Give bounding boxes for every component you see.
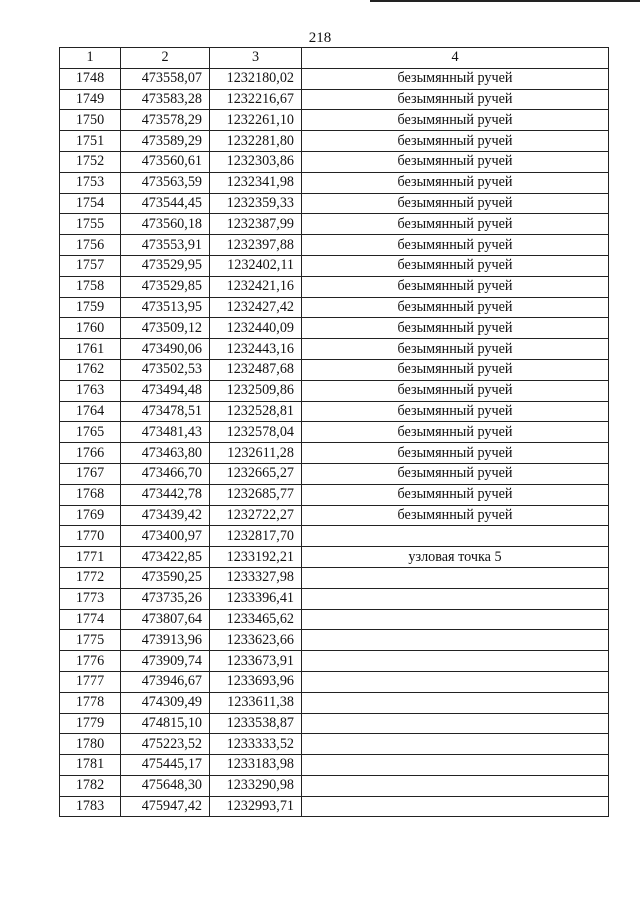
x-coordinate-cell: 473807,64 (121, 609, 210, 630)
y-coordinate-cell: 1233623,66 (210, 630, 302, 651)
y-coordinate-cell: 1233290,98 (210, 775, 302, 796)
y-coordinate-cell: 1233183,98 (210, 755, 302, 776)
table-row (60, 526, 609, 547)
point-number-cell: 1754 (60, 193, 121, 214)
point-number-cell: 1762 (60, 359, 121, 380)
point-number-cell: 1749 (60, 89, 121, 110)
y-coordinate-cell: 1233465,62 (210, 609, 302, 630)
point-number-cell: 1772 (60, 567, 121, 588)
table-row (60, 151, 609, 172)
table-row (60, 692, 609, 713)
table-row (60, 484, 609, 505)
description-cell: безымянный ручей (302, 110, 609, 131)
x-coordinate-cell: 473466,70 (121, 463, 210, 484)
description-cell (302, 526, 609, 547)
x-coordinate-cell: 473494,48 (121, 380, 210, 401)
table-row (60, 193, 609, 214)
x-coordinate-cell: 473481,43 (121, 422, 210, 443)
x-coordinate-cell: 475947,42 (121, 796, 210, 817)
description-cell (302, 651, 609, 672)
coordinates-table (59, 47, 609, 817)
x-coordinate-cell: 473509,12 (121, 318, 210, 339)
description-cell (302, 630, 609, 651)
y-coordinate-cell: 1232443,16 (210, 339, 302, 360)
table-row (60, 734, 609, 755)
point-number-cell: 1781 (60, 755, 121, 776)
table-row (60, 255, 609, 276)
x-coordinate-cell: 474815,10 (121, 713, 210, 734)
table-row (60, 713, 609, 734)
y-coordinate-cell: 1232440,09 (210, 318, 302, 339)
x-coordinate-cell: 473735,26 (121, 588, 210, 609)
description-cell: безымянный ручей (302, 89, 609, 110)
description-cell (302, 692, 609, 713)
y-coordinate-cell: 1232578,04 (210, 422, 302, 443)
point-number-cell: 1763 (60, 380, 121, 401)
table-row (60, 443, 609, 464)
x-coordinate-cell: 473529,95 (121, 255, 210, 276)
description-cell: безымянный ручей (302, 339, 609, 360)
y-coordinate-cell: 1232421,16 (210, 276, 302, 297)
description-cell: безымянный ручей (302, 401, 609, 422)
description-cell (302, 567, 609, 588)
table-row (60, 172, 609, 193)
x-coordinate-cell: 473553,91 (121, 235, 210, 256)
table-row (60, 588, 609, 609)
point-number-cell: 1777 (60, 671, 121, 692)
table-row (60, 68, 609, 89)
description-cell: безымянный ручей (302, 172, 609, 193)
x-coordinate-cell: 473529,85 (121, 276, 210, 297)
description-cell: безымянный ручей (302, 359, 609, 380)
y-coordinate-cell: 1232993,71 (210, 796, 302, 817)
point-number-cell: 1768 (60, 484, 121, 505)
x-coordinate-cell: 473442,78 (121, 484, 210, 505)
y-coordinate-cell: 1233333,52 (210, 734, 302, 755)
table-row (60, 755, 609, 776)
point-number-cell: 1756 (60, 235, 121, 256)
table-row (60, 297, 609, 318)
y-coordinate-cell: 1232341,98 (210, 172, 302, 193)
point-number-cell: 1773 (60, 588, 121, 609)
point-number-cell: 1776 (60, 651, 121, 672)
point-number-cell: 1775 (60, 630, 121, 651)
point-number-cell: 1769 (60, 505, 121, 526)
table-row (60, 110, 609, 131)
x-coordinate-cell: 473589,29 (121, 131, 210, 152)
x-coordinate-cell: 475223,52 (121, 734, 210, 755)
y-coordinate-cell: 1233396,41 (210, 588, 302, 609)
x-coordinate-cell: 473400,97 (121, 526, 210, 547)
y-coordinate-cell: 1232402,11 (210, 255, 302, 276)
point-number-cell: 1766 (60, 443, 121, 464)
point-number-cell: 1770 (60, 526, 121, 547)
y-coordinate-cell: 1232261,10 (210, 110, 302, 131)
table-row (60, 235, 609, 256)
x-coordinate-cell: 474309,49 (121, 692, 210, 713)
table-row (60, 339, 609, 360)
description-cell (302, 671, 609, 692)
point-number-cell: 1751 (60, 131, 121, 152)
y-coordinate-cell: 1232303,86 (210, 151, 302, 172)
table-row (60, 89, 609, 110)
description-cell: безымянный ручей (302, 193, 609, 214)
table-row (60, 131, 609, 152)
description-cell (302, 588, 609, 609)
point-number-cell: 1750 (60, 110, 121, 131)
table-row (60, 796, 609, 817)
y-coordinate-cell: 1232387,99 (210, 214, 302, 235)
x-coordinate-cell: 475445,17 (121, 755, 210, 776)
x-coordinate-cell: 473558,07 (121, 68, 210, 89)
point-number-cell: 1778 (60, 692, 121, 713)
description-cell: безымянный ручей (302, 276, 609, 297)
point-number-cell: 1783 (60, 796, 121, 817)
point-number-cell: 1767 (60, 463, 121, 484)
description-cell (302, 734, 609, 755)
table-header-row (60, 48, 609, 69)
y-coordinate-cell: 1232359,33 (210, 193, 302, 214)
column-header-2: 2 (121, 48, 210, 69)
point-number-cell: 1753 (60, 172, 121, 193)
table-row (60, 630, 609, 651)
x-coordinate-cell: 473478,51 (121, 401, 210, 422)
y-coordinate-cell: 1232427,42 (210, 297, 302, 318)
y-coordinate-cell: 1232685,77 (210, 484, 302, 505)
y-coordinate-cell: 1233538,87 (210, 713, 302, 734)
point-number-cell: 1765 (60, 422, 121, 443)
x-coordinate-cell: 473909,74 (121, 651, 210, 672)
table-row (60, 359, 609, 380)
description-cell: безымянный ручей (302, 318, 609, 339)
x-coordinate-cell: 473913,96 (121, 630, 210, 651)
y-coordinate-cell: 1233192,21 (210, 547, 302, 568)
point-number-cell: 1752 (60, 151, 121, 172)
description-cell: безымянный ручей (302, 255, 609, 276)
y-coordinate-cell: 1232611,28 (210, 443, 302, 464)
x-coordinate-cell: 473439,42 (121, 505, 210, 526)
y-coordinate-cell: 1232722,27 (210, 505, 302, 526)
point-number-cell: 1764 (60, 401, 121, 422)
table-row (60, 401, 609, 422)
point-number-cell: 1774 (60, 609, 121, 630)
point-number-cell: 1780 (60, 734, 121, 755)
description-cell (302, 755, 609, 776)
column-header-4: 4 (302, 48, 609, 69)
x-coordinate-cell: 473422,85 (121, 547, 210, 568)
x-coordinate-cell: 473502,53 (121, 359, 210, 380)
description-cell: безымянный ручей (302, 131, 609, 152)
table-row (60, 214, 609, 235)
description-cell: безымянный ручей (302, 380, 609, 401)
description-cell: безымянный ручей (302, 443, 609, 464)
x-coordinate-cell: 473578,29 (121, 110, 210, 131)
description-cell: безымянный ручей (302, 422, 609, 443)
table-row (60, 567, 609, 588)
top-rule (370, 0, 640, 2)
y-coordinate-cell: 1232665,27 (210, 463, 302, 484)
table-row (60, 505, 609, 526)
point-number-cell: 1759 (60, 297, 121, 318)
x-coordinate-cell: 473490,06 (121, 339, 210, 360)
x-coordinate-cell: 473946,67 (121, 671, 210, 692)
point-number-cell: 1760 (60, 318, 121, 339)
description-cell: безымянный ручей (302, 235, 609, 256)
description-cell: безымянный ручей (302, 463, 609, 484)
description-cell (302, 775, 609, 796)
y-coordinate-cell: 1233693,96 (210, 671, 302, 692)
y-coordinate-cell: 1233611,38 (210, 692, 302, 713)
point-number-cell: 1771 (60, 547, 121, 568)
x-coordinate-cell: 473563,59 (121, 172, 210, 193)
point-number-cell: 1757 (60, 255, 121, 276)
table-row (60, 609, 609, 630)
x-coordinate-cell: 475648,30 (121, 775, 210, 796)
point-number-cell: 1748 (60, 68, 121, 89)
y-coordinate-cell: 1232509,86 (210, 380, 302, 401)
y-coordinate-cell: 1232487,68 (210, 359, 302, 380)
point-number-cell: 1758 (60, 276, 121, 297)
table-row (60, 547, 609, 568)
table-row (60, 651, 609, 672)
table-row (60, 380, 609, 401)
y-coordinate-cell: 1232397,88 (210, 235, 302, 256)
y-coordinate-cell: 1232528,81 (210, 401, 302, 422)
description-cell: безымянный ручей (302, 214, 609, 235)
x-coordinate-cell: 473560,18 (121, 214, 210, 235)
y-coordinate-cell: 1233673,91 (210, 651, 302, 672)
description-cell: узловая точка 5 (302, 547, 609, 568)
description-cell (302, 796, 609, 817)
point-number-cell: 1761 (60, 339, 121, 360)
description-cell: безымянный ручей (302, 68, 609, 89)
table-row (60, 276, 609, 297)
page-number: 218 (308, 30, 332, 46)
y-coordinate-cell: 1233327,98 (210, 567, 302, 588)
x-coordinate-cell: 473513,95 (121, 297, 210, 318)
table-body (60, 68, 609, 817)
description-cell (302, 713, 609, 734)
table-row (60, 671, 609, 692)
table-row (60, 318, 609, 339)
x-coordinate-cell: 473544,45 (121, 193, 210, 214)
column-header-1: 1 (60, 48, 121, 69)
description-cell (302, 609, 609, 630)
x-coordinate-cell: 473590,25 (121, 567, 210, 588)
description-cell: безымянный ручей (302, 151, 609, 172)
point-number-cell: 1782 (60, 775, 121, 796)
y-coordinate-cell: 1232216,67 (210, 89, 302, 110)
description-cell: безымянный ручей (302, 297, 609, 318)
description-cell: безымянный ручей (302, 484, 609, 505)
y-coordinate-cell: 1232817,70 (210, 526, 302, 547)
y-coordinate-cell: 1232281,80 (210, 131, 302, 152)
x-coordinate-cell: 473583,28 (121, 89, 210, 110)
table-row (60, 463, 609, 484)
description-cell: безымянный ручей (302, 505, 609, 526)
y-coordinate-cell: 1232180,02 (210, 68, 302, 89)
column-header-3: 3 (210, 48, 302, 69)
point-number-cell: 1779 (60, 713, 121, 734)
point-number-cell: 1755 (60, 214, 121, 235)
x-coordinate-cell: 473463,80 (121, 443, 210, 464)
table-row (60, 422, 609, 443)
table-row (60, 775, 609, 796)
x-coordinate-cell: 473560,61 (121, 151, 210, 172)
